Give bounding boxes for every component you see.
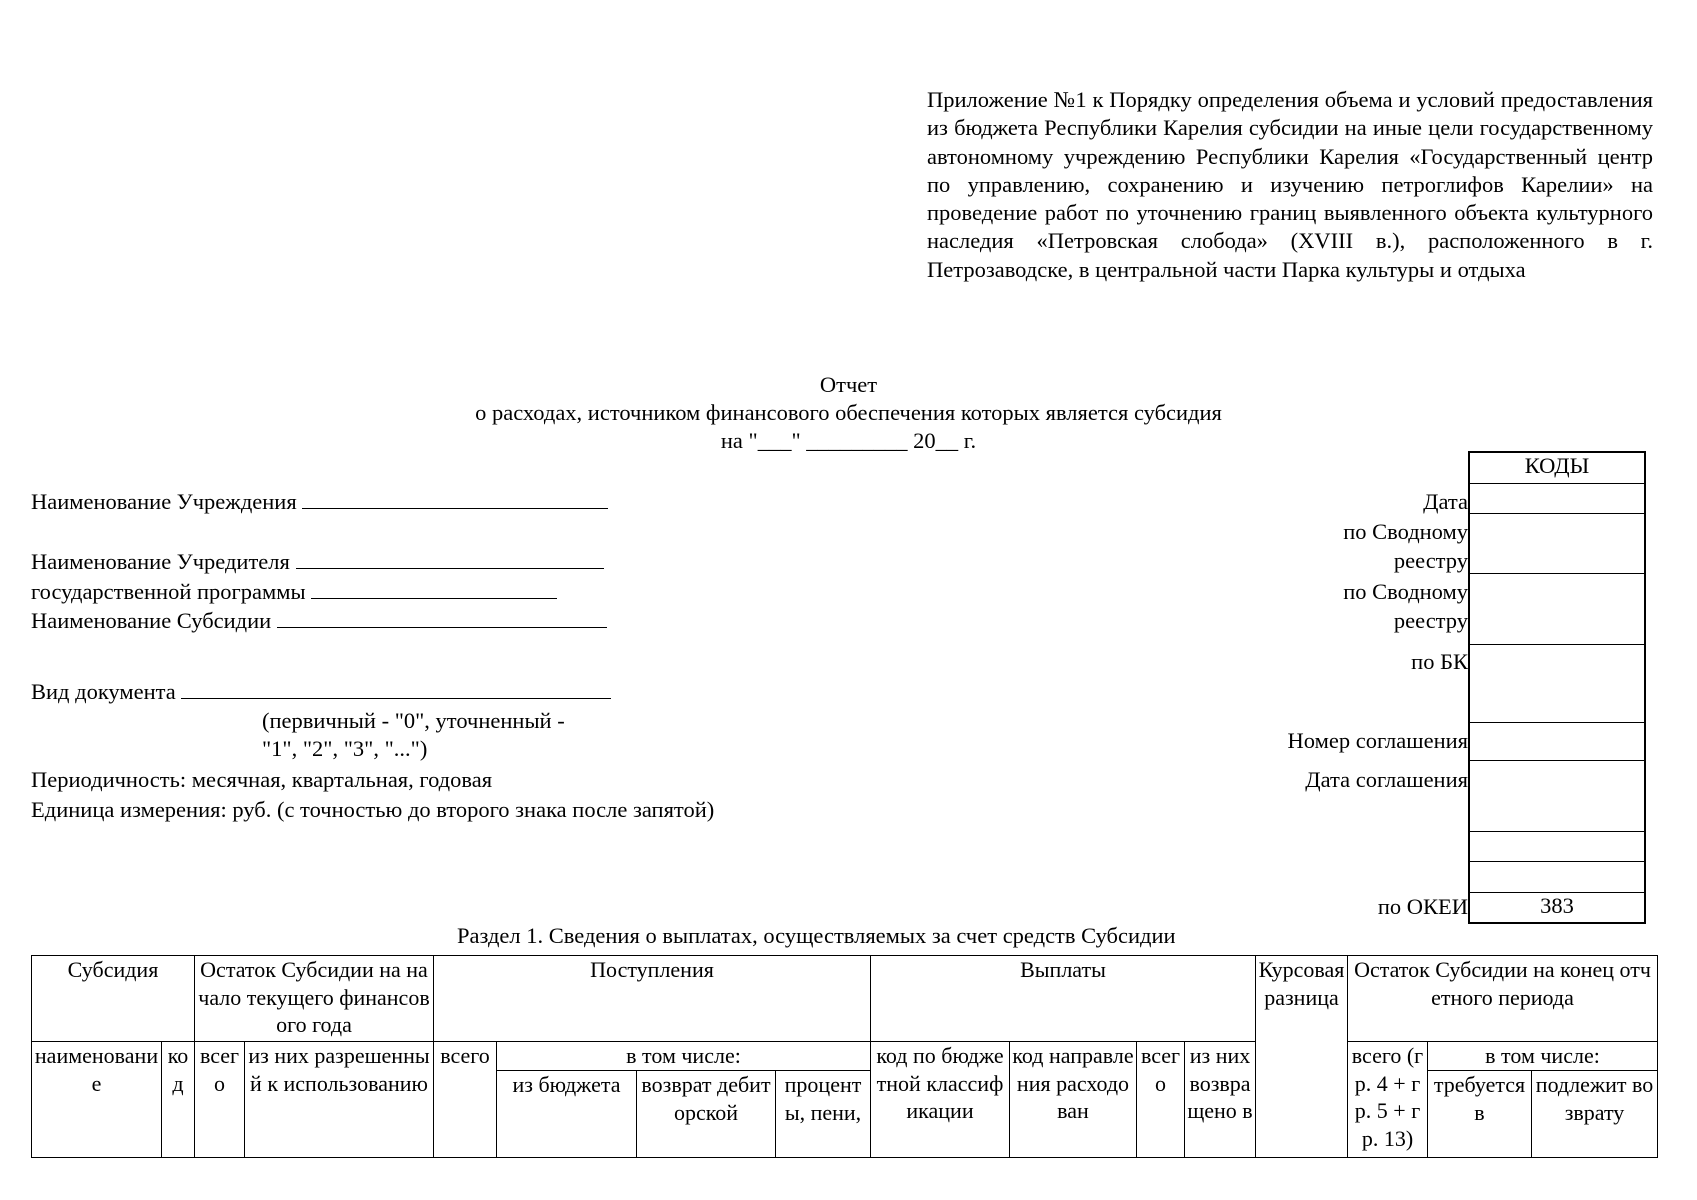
code-registry2-cell[interactable] [1470, 573, 1644, 644]
header-payments: Выплаты [871, 956, 1256, 1042]
report-title: Отчет [819, 372, 878, 397]
program-label: государственной программы [31, 579, 306, 604]
code-agreement-number-cell[interactable] [1470, 722, 1644, 760]
annex-text: Приложение №1 к Порядку определения объема и условий предоставления из бюджета Республики Карелия субсидии на иные цели государственному автономному учреждению Республики Карелия «Государственный центр по управлению, сохранению и изучению петроглифов Карелии» на проведение работ по уточнению границ выявленного объекта культурного наследия «Петровская слобода» (XVIII в.), расположенного в г. Петрозаводске, в центральной части Парка культуры и отдыха [927, 87, 1653, 282]
col-receivables-return: возврат дебиторской [637, 1071, 776, 1158]
doc-type-field [31, 678, 611, 706]
program-blank[interactable] [311, 578, 557, 599]
code-extra-cell-1[interactable] [1470, 831, 1644, 861]
okei-label: по ОКЕИ [1377, 894, 1468, 919]
col-total-start: всего [195, 1042, 245, 1158]
code-agreement-date-cell[interactable] [1470, 760, 1644, 831]
founder-blank[interactable] [296, 548, 604, 569]
registry1-label-a: по Сводному [1343, 519, 1468, 544]
col-interest-penalties: проценты, пени, [776, 1071, 871, 1158]
institution-label: Наименование Учреждения [31, 489, 297, 514]
registry1-label-b: реестру [1393, 548, 1468, 573]
doc-type-label: Вид документа [31, 679, 176, 704]
header-subsidy: Субсидия [32, 956, 195, 1042]
col-code: код [162, 1042, 195, 1158]
code-bk-cell[interactable] [1470, 644, 1644, 722]
header-fx-difference: Курсовая разница [1256, 956, 1348, 1158]
founder-label: Наименование Учредителя [31, 549, 290, 574]
program-field [31, 578, 557, 606]
report-date-line: на "___" _________ 20__ г. [720, 428, 977, 453]
header-receipts: Поступления [434, 956, 871, 1042]
doc-type-blank[interactable] [181, 678, 611, 699]
section1-title: Раздел 1. Сведения о выплатах, осуществляемых за счет средств Субсидии [457, 923, 1176, 948]
unit-label: Единица измерения: руб. (с точностью до второго знака после запятой) [31, 797, 715, 822]
col-to-return: подлежит возврату [1532, 1071, 1658, 1158]
code-okei-cell: 383 [1470, 892, 1644, 922]
code-date-cell[interactable] [1470, 483, 1644, 513]
registry2-label-a: по Сводному [1343, 579, 1468, 604]
col-returned: из них возвращено в [1185, 1042, 1256, 1158]
col-including-receipts: в том числе: [497, 1042, 871, 1071]
col-including-end: в том числе: [1428, 1042, 1658, 1071]
doc-type-hint-2: "1", "2", "3", "...") [262, 736, 428, 761]
col-total-payments: всего [1137, 1042, 1185, 1158]
col-direction-code: код направления расходован [1010, 1042, 1137, 1158]
code-registry1-cell[interactable] [1470, 513, 1644, 573]
registry2-label-b: реестру [1393, 608, 1468, 633]
institution-blank[interactable] [302, 488, 608, 509]
col-name: наименование [32, 1042, 162, 1158]
codes-header: КОДЫ [1524, 453, 1590, 478]
date-label: Дата [1423, 489, 1468, 514]
periodicity-label: Периодичность: месячная, квартальная, годовая [31, 767, 493, 792]
doc-type-hint-1: (первичный - "0", уточненный - [262, 708, 565, 733]
col-required: требуется в [1428, 1071, 1532, 1158]
bk-label: по БК [1411, 649, 1468, 674]
subsidy-blank[interactable] [277, 607, 607, 628]
agreement-number-label: Номер соглашения [1287, 728, 1468, 753]
code-extra-cell-2[interactable] [1470, 861, 1644, 892]
agreement-date-label: Дата соглашения [1305, 767, 1468, 792]
col-total-end: всего (гр. 4 + гр. 5 + гр. 13) [1348, 1042, 1428, 1158]
col-bk-code: код по бюджетной классификации [871, 1042, 1010, 1158]
col-allowed: из них разрешенный к использованию [245, 1042, 434, 1158]
col-total-receipts: всего [434, 1042, 497, 1158]
subsidy-label: Наименование Субсидии [31, 608, 272, 633]
col-from-budget: из бюджета [497, 1071, 637, 1158]
header-balance-end: Остаток Субсидии на конец отчетного периода [1348, 956, 1658, 1042]
header-balance-start: Остаток Субсидии на начало текущего финансового года [195, 956, 434, 1042]
institution-field [31, 488, 608, 516]
subsidy-field [31, 607, 607, 635]
founder-field [31, 548, 604, 576]
report-subtitle: о расходах, источником финансового обеспечения которых является субсидия [475, 400, 1222, 425]
subsidy-table [31, 955, 1658, 1158]
codes-box [1468, 451, 1646, 924]
